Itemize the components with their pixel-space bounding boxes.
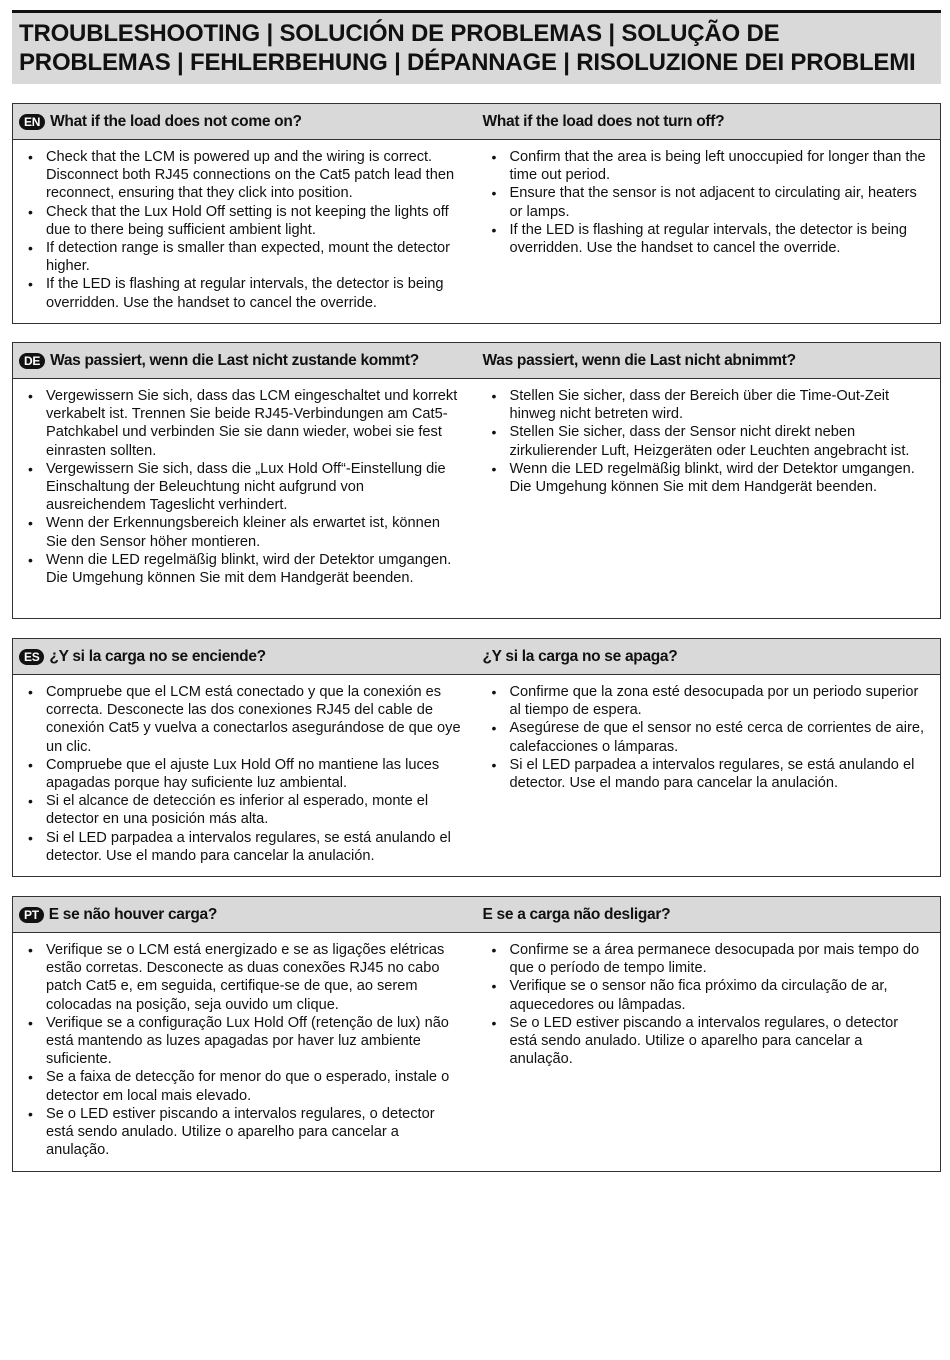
left-heading-text: What if the load does not come on? <box>50 112 302 130</box>
section-de <box>12 342 941 619</box>
right-column <box>477 683 941 865</box>
left-column <box>13 683 477 865</box>
list-item: • Verifique se o sensor não fica próximo da circulação de ar, aquecedores ou lâmpadas. <box>510 977 929 1013</box>
bullet-list <box>13 941 477 1159</box>
right-heading <box>477 648 941 666</box>
language-badge: PT <box>19 907 44 923</box>
right-heading-text: Was passiert, wenn die Last nicht abnimmt? <box>482 351 796 369</box>
right-heading <box>477 906 941 924</box>
list-item: • Verifique se o LCM está energizado e se as ligações elétricas estão corretas. Desconecte as duas conexões RJ45 no cabo patch Cat5 e, em seguida, certifique-se de que, ao serem colocadas na posição, seja ouvido um clique. <box>46 941 463 1014</box>
left-heading <box>13 648 477 666</box>
left-column <box>13 941 477 1159</box>
list-item: • Wenn die LED regelmäßig blinkt, wird der Detektor umgangen. Die Umgehung können Sie mit dem Handgerät beenden. <box>46 551 463 587</box>
section-header <box>13 343 940 379</box>
left-heading-text: E se não houver carga? <box>48 905 218 923</box>
list-item: • Compruebe que el ajuste Lux Hold Off no mantiene las luces apagadas porque hay suficiente luz ambiental. <box>46 756 463 792</box>
list-item: • Si el LED parpadea a intervalos regulares, se está anulando el detector. Use el mando para cancelar la anulación. <box>510 756 929 792</box>
bullet-list <box>13 148 477 312</box>
list-item: • Confirm that the area is being left unoccupied for longer than the time out period. <box>510 148 929 184</box>
right-column <box>477 387 941 587</box>
bullet-list <box>477 387 941 496</box>
left-heading-text: Was passiert, wenn die Last nicht zustande kommt? <box>50 351 419 369</box>
page-title: TROUBLESHOOTING | SOLUCIÓN DE PROBLEMAS | SOLUÇÃO DE PROBLEMAS | FEHLERBEHUNG | DÉPANNAGE | RISOLUZIONE DEI PROBLEMI <box>19 20 916 76</box>
right-heading <box>477 352 941 370</box>
list-item: • Confirme que la zona esté desocupada por un periodo superior al tiempo de espera. <box>510 683 929 719</box>
bullet-list <box>477 683 941 792</box>
list-item: • If the LED is flashing at regular intervals, the detector is being overridden. Use the handset to cancel the override. <box>46 275 463 311</box>
list-item: • Si el LED parpadea a intervalos regulares, se está anulando el detector. Use el mando para cancelar la anulación. <box>46 829 463 865</box>
list-item: • Confirme se a área permanece desocupada por mais tempo do que o período de tempo limite. <box>510 941 929 977</box>
bullet-list <box>13 387 477 587</box>
list-item: • Si el alcance de detección es inferior al esperado, monte el detector en una posición más alta. <box>46 792 463 828</box>
list-item: • Vergewissern Sie sich, dass die „Lux Hold Off“-Einstellung die Einschaltung der Beleuchtung nicht aufgrund von ausreichendem Tageslicht verhindert. <box>46 460 463 515</box>
right-heading <box>477 113 941 131</box>
section-header <box>13 897 940 933</box>
section-header <box>13 104 940 140</box>
list-item: • Compruebe que el LCM está conectado y que la conexión es correcta. Desconecte las dos conexiones RJ45 del cable de conexión Cat5 y vuelva a conectarlos asegurándose de que oye un clic. <box>46 683 463 756</box>
bullet-list <box>477 941 941 1068</box>
section-body <box>13 140 940 312</box>
list-item: • Stellen Sie sicher, dass der Sensor nicht direkt neben zirkulierender Luft, Heizgeräten oder Leuchten angebracht ist. <box>510 423 929 459</box>
language-badge: EN <box>19 114 45 130</box>
section-es <box>12 638 941 877</box>
left-heading-text: ¿Y si la carga no se enciende? <box>49 647 266 665</box>
section-body <box>13 379 940 587</box>
list-item: • Se o LED estiver piscando a intervalos regulares, o detector está sendo anulado. Utilize o aparelho para cancelar a anulação. <box>46 1105 463 1160</box>
list-item: • If the LED is flashing at regular intervals, the detector is being overridden. Use the handset to cancel the override. <box>510 221 929 257</box>
list-item: • Se o LED estiver piscando a intervalos regulares, o detector está sendo anulado. Utilize o aparelho para cancelar a anulação. <box>510 1014 929 1069</box>
title-banner <box>12 10 941 84</box>
right-column <box>477 148 941 312</box>
section-body <box>13 675 940 865</box>
bullet-list <box>13 683 477 865</box>
section-en <box>12 103 941 324</box>
list-item: • Check that the LCM is powered up and the wiring is correct. Disconnect both RJ45 connections on the Cat5 patch lead then reconnect, ensuring that they click into position. <box>46 148 463 203</box>
left-heading <box>13 906 477 924</box>
list-item: • Asegúrese de que el sensor no esté cerca de corrientes de aire, calefacciones o lámparas. <box>510 719 929 755</box>
right-heading-text: What if the load does not turn off? <box>482 112 725 130</box>
list-item: • Wenn die LED regelmäßig blinkt, wird der Detektor umgangen. Die Umgehung können Sie mit dem Handgerät beenden. <box>510 460 929 496</box>
list-item: • Vergewissern Sie sich, dass das LCM eingeschaltet und korrekt verkabelt ist. Trennen Sie beide RJ45-Verbindungen am Cat5-Patchkabel und verbinden Sie sie dann wieder, wobei sie fest einrasten sollten. <box>46 387 463 460</box>
list-item: • Wenn der Erkennungsbereich kleiner als erwartet ist, können Sie den Sensor höher montieren. <box>46 514 463 550</box>
language-badge: ES <box>19 649 44 665</box>
list-item: • Ensure that the sensor is not adjacent to circulating air, heaters or lamps. <box>510 184 929 220</box>
right-column <box>477 941 941 1159</box>
list-item: • Se a faixa de detecção for menor do que o esperado, instale o detector em local mais elevado. <box>46 1068 463 1104</box>
section-pt <box>12 896 941 1172</box>
list-item: • Verifique se a configuração Lux Hold Off (retenção de lux) não está mantendo as luzes apagadas por haver luz ambiente suficiente. <box>46 1014 463 1069</box>
left-column <box>13 148 477 312</box>
left-heading <box>13 113 477 131</box>
list-item: • If detection range is smaller than expected, mount the detector higher. <box>46 239 463 275</box>
list-item: • Check that the Lux Hold Off setting is not keeping the lights off due to there being sufficient ambient light. <box>46 203 463 239</box>
section-body <box>13 933 940 1159</box>
list-item: • Stellen Sie sicher, dass der Bereich über die Time-Out-Zeit hinweg nicht betreten wird. <box>510 387 929 423</box>
right-heading-text: ¿Y si la carga no se apaga? <box>482 647 678 665</box>
left-column <box>13 387 477 587</box>
language-badge: DE <box>19 353 45 369</box>
left-heading <box>13 352 477 370</box>
section-header <box>13 639 940 675</box>
bullet-list <box>477 148 941 257</box>
right-heading-text: E se a carga não desligar? <box>482 905 671 923</box>
